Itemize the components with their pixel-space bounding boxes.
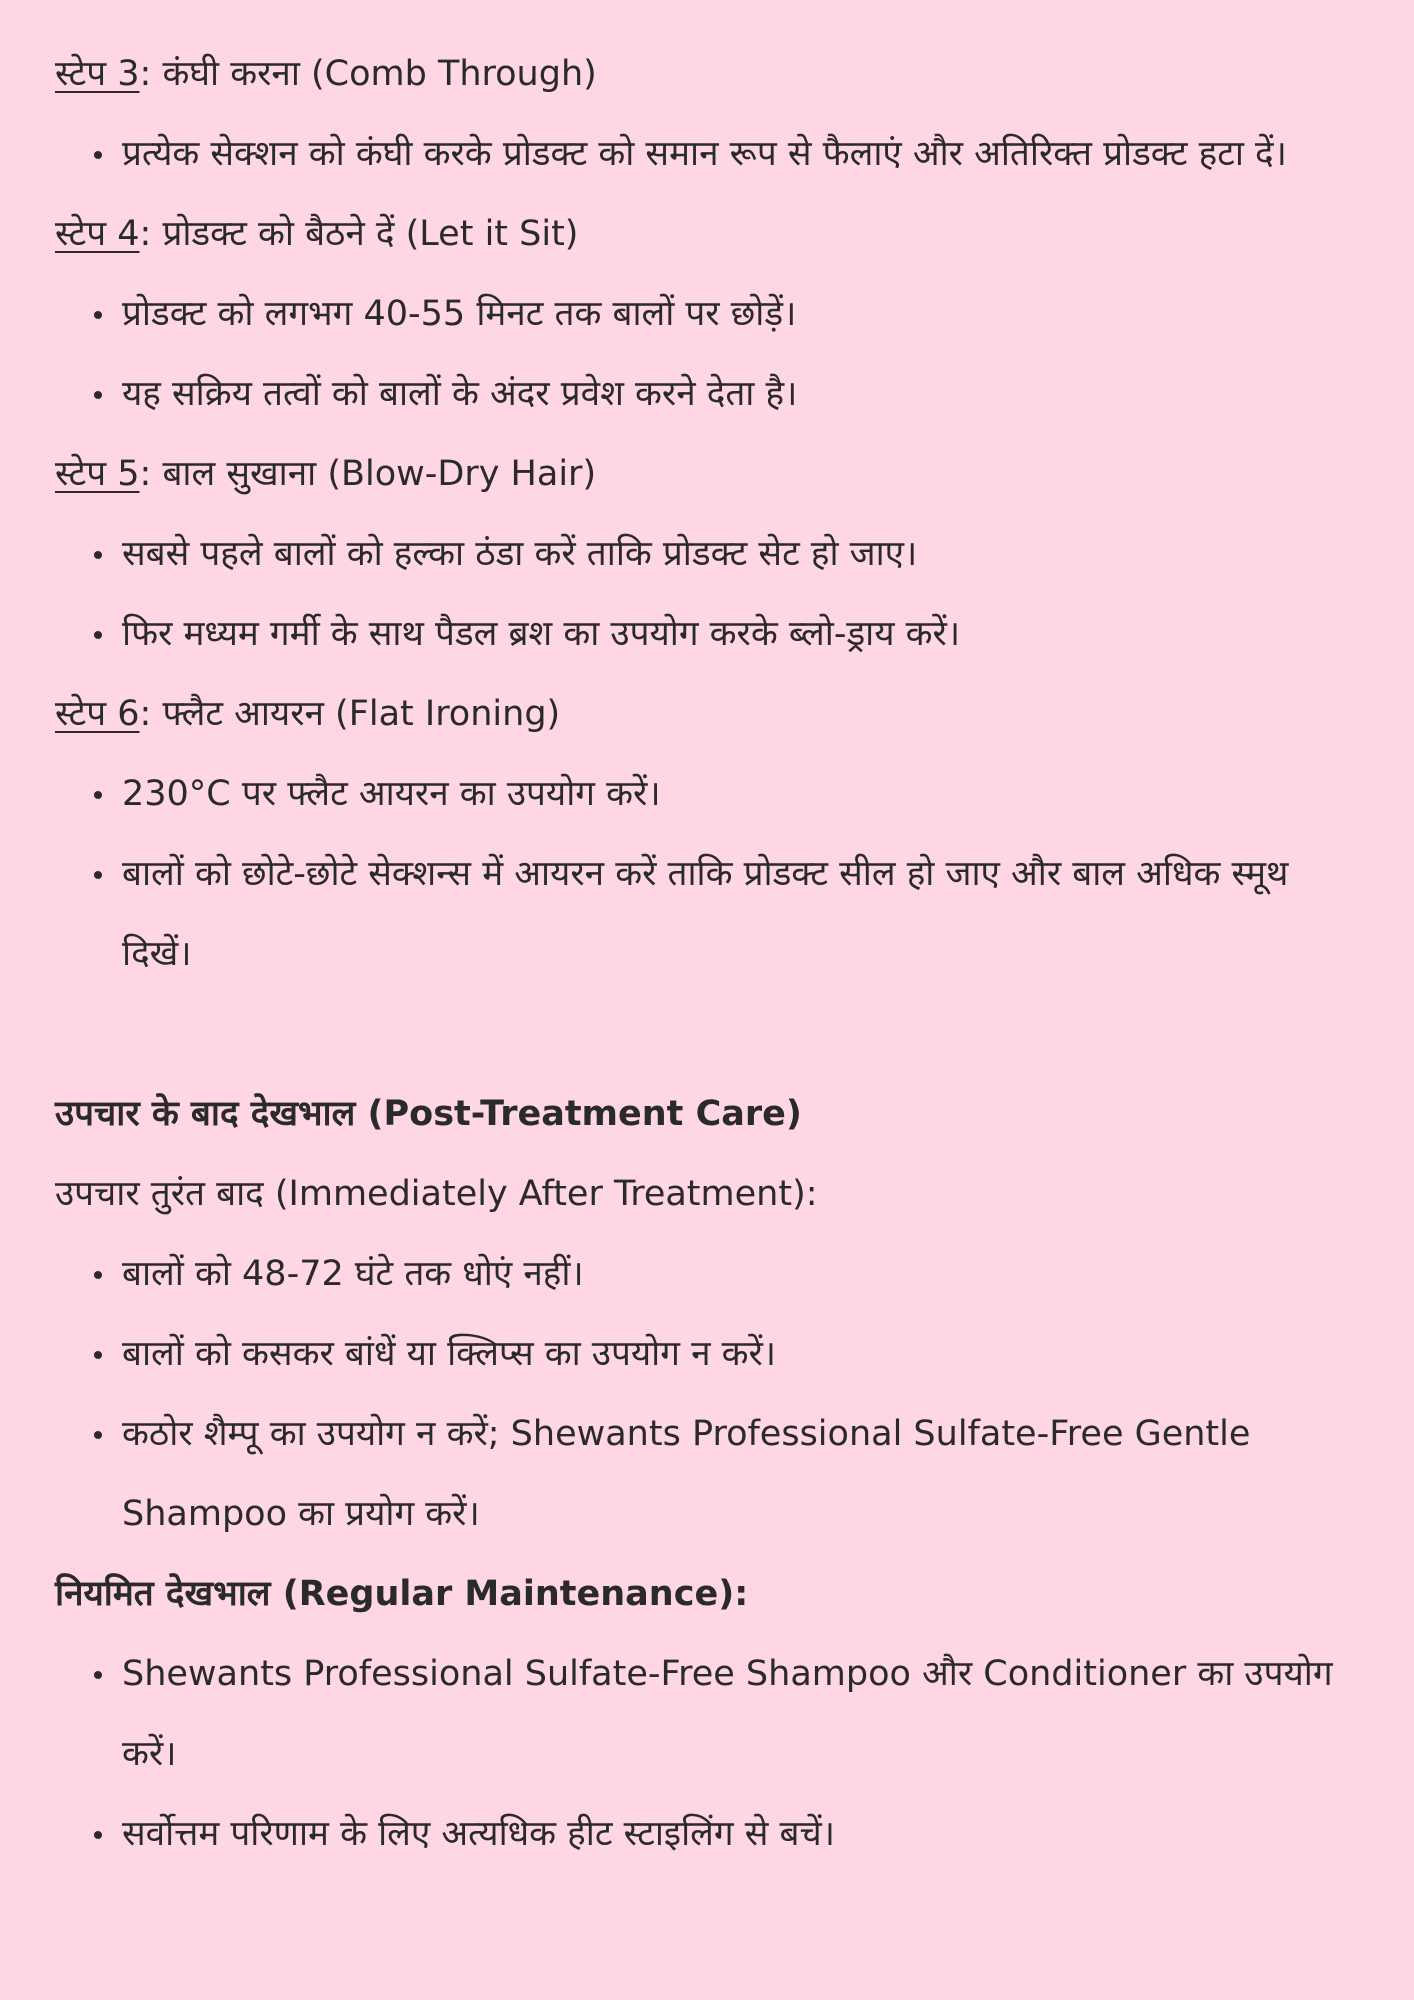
step-3-title: : कंघी करना (Comb Through) bbox=[139, 54, 597, 94]
step-4-list bbox=[55, 274, 1359, 434]
list-item: बालों को 48-72 घंटे तक धोएं नहीं। bbox=[122, 1234, 1359, 1314]
step-4-title: : प्रोडक्ट को बैठने दें (Let it Sit) bbox=[139, 214, 579, 254]
step-5-label: स्टेप 5 bbox=[55, 454, 140, 494]
regular-care-list bbox=[55, 1634, 1359, 1874]
step-6-heading bbox=[55, 674, 1359, 754]
step-6-list bbox=[55, 754, 1359, 994]
step-5-list bbox=[55, 514, 1359, 674]
list-item: सबसे पहले बालों को हल्का ठंडा करें ताकि प्रोडक्ट सेट हो जाए। bbox=[122, 514, 1359, 594]
list-item: कठोर शैम्पू का उपयोग न करें; Shewants Professional Sulfate-Free Gentle Shampoo का प्रयोग करें। bbox=[122, 1394, 1359, 1554]
immediate-care-title: उपचार तुरंत बाद (Immediately After Treatment): bbox=[55, 1174, 818, 1214]
step-3-label: स्टेप 3 bbox=[55, 54, 140, 94]
regular-care-title: नियमित देखभाल (Regular Maintenance): bbox=[55, 1574, 749, 1614]
list-item: प्रोडक्ट को लगभग 40-55 मिनट तक बालों पर छोड़ें। bbox=[122, 274, 1359, 354]
step-6-label: स्टेप 6 bbox=[55, 694, 140, 734]
step-4-heading bbox=[55, 194, 1359, 274]
step-6-title: : फ्लैट आयरन (Flat Ironing) bbox=[139, 694, 561, 734]
immediate-care-list bbox=[55, 1234, 1359, 1554]
step-4-label: स्टेप 4 bbox=[55, 214, 140, 254]
list-item: Shewants Professional Sulfate-Free Shampoo और Conditioner का उपयोग करें। bbox=[122, 1634, 1359, 1794]
step-3-list bbox=[55, 114, 1359, 194]
list-item: बालों को कसकर बांधें या क्लिप्स का उपयोग न करें। bbox=[122, 1314, 1359, 1394]
list-item: 230°C पर फ्लैट आयरन का उपयोग करें। bbox=[122, 754, 1359, 834]
list-item: यह सक्रिय तत्वों को बालों के अंदर प्रवेश करने देता है। bbox=[122, 354, 1359, 434]
list-item: प्रत्येक सेक्शन को कंघी करके प्रोडक्ट को समान रूप से फैलाएं और अतिरिक्त प्रोडक्ट हटा दें। bbox=[122, 114, 1359, 194]
step-3-heading bbox=[55, 34, 1359, 114]
step-5-title: : बाल सुखाना (Blow-Dry Hair) bbox=[139, 454, 597, 494]
step-5-heading bbox=[55, 434, 1359, 514]
post-care-heading: उपचार के बाद देखभाल (Post-Treatment Care) bbox=[55, 1094, 802, 1134]
list-item: बालों को छोटे-छोटे सेक्शन्स में आयरन करें ताकि प्रोडक्ट सील हो जाए और बाल अधिक स्मूथ दिखें। bbox=[122, 834, 1359, 994]
section-spacer bbox=[55, 994, 1359, 1074]
list-item: फिर मध्यम गर्मी के साथ पैडल ब्रश का उपयोग करके ब्लो-ड्राय करें। bbox=[122, 594, 1359, 674]
list-item: सर्वोत्तम परिणाम के लिए अत्यधिक हीट स्टाइलिंग से बचें। bbox=[122, 1794, 1359, 1874]
